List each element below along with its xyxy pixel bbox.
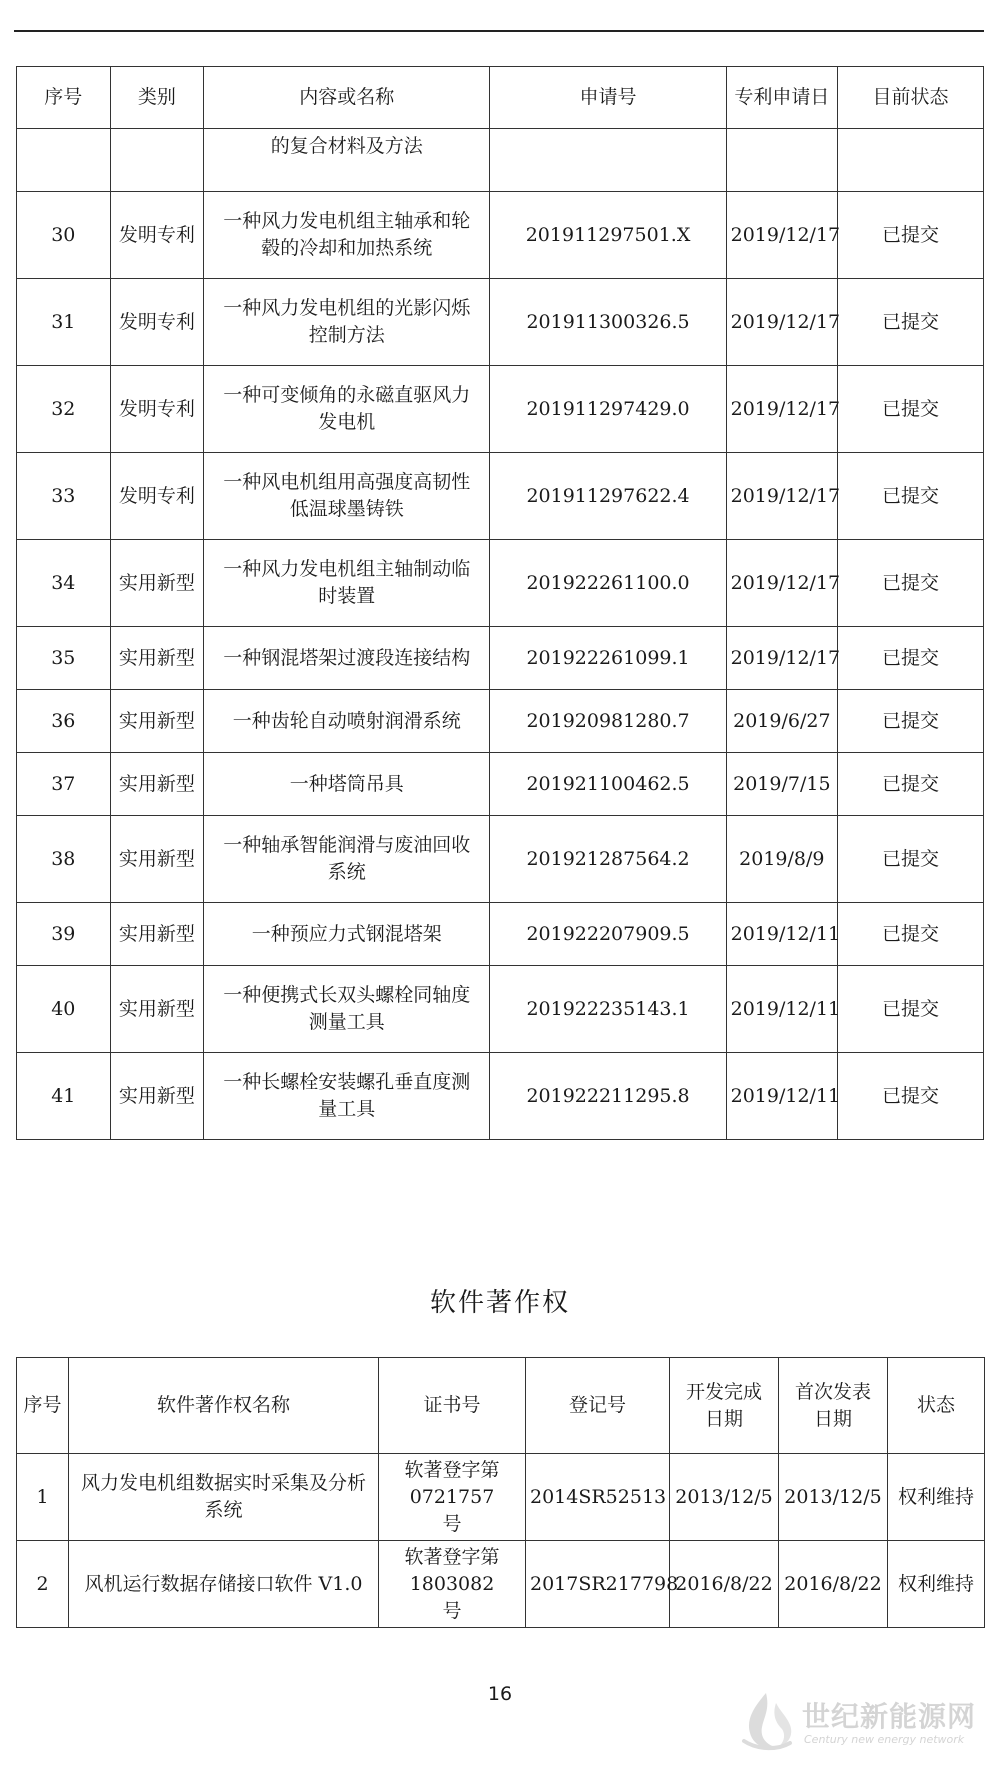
row-category: 实用新型 xyxy=(110,903,204,966)
watermark-subtext: Century new energy network xyxy=(804,1733,965,1746)
header-name: 内容或名称 xyxy=(204,67,490,129)
table-row xyxy=(17,1541,985,1628)
row-name: 一种可变倾角的永磁直驱风力发电机 xyxy=(204,366,490,453)
empty-cell xyxy=(17,129,111,192)
row-status: 已提交 xyxy=(838,690,984,753)
row-status: 已提交 xyxy=(838,753,984,816)
row-app-no: 201911297501.X xyxy=(490,192,726,279)
row-no: 37 xyxy=(17,753,111,816)
row-status: 已提交 xyxy=(838,903,984,966)
row-status: 已提交 xyxy=(838,453,984,540)
patent-table xyxy=(16,66,984,1140)
row-category: 实用新型 xyxy=(110,627,204,690)
row-date: 2019/12/17 xyxy=(726,279,837,366)
row-name: 一种风力发电机组的光影闪烁控制方法 xyxy=(204,279,490,366)
software-section-title: 软件著作权 xyxy=(429,1288,570,1318)
table-row xyxy=(17,627,984,690)
row-category: 实用新型 xyxy=(110,816,204,903)
row-date: 2019/12/17 xyxy=(726,540,837,627)
header-app-no: 申请号 xyxy=(490,67,726,129)
row-app-no: 201911300326.5 xyxy=(490,279,726,366)
watermark-text: 世纪新能源网 xyxy=(802,1700,977,1733)
row-status: 已提交 xyxy=(838,1053,984,1140)
row-date: 2019/6/27 xyxy=(726,690,837,753)
sw-row-dev-date: 2013/12/5 xyxy=(670,1454,779,1541)
row-status: 已提交 xyxy=(838,816,984,903)
sw-row-name: 风力发电机组数据实时采集及分析系统 xyxy=(69,1454,379,1541)
sw-header-cert: 证书号 xyxy=(379,1358,526,1454)
row-app-no: 201922261100.0 xyxy=(490,540,726,627)
row-no: 30 xyxy=(17,192,111,279)
empty-cell xyxy=(726,129,837,192)
empty-cell xyxy=(838,129,984,192)
row-app-no: 201922207909.5 xyxy=(490,903,726,966)
watermark xyxy=(736,1683,986,1763)
row-date: 2019/8/9 xyxy=(726,816,837,903)
sw-header-name: 软件著作权名称 xyxy=(69,1358,379,1454)
row-no: 40 xyxy=(17,966,111,1053)
table-row xyxy=(17,453,984,540)
row-category: 实用新型 xyxy=(110,690,204,753)
sw-row-status: 权利维持 xyxy=(888,1541,985,1628)
row-date: 2019/12/11 xyxy=(726,903,837,966)
sw-row-no: 2 xyxy=(17,1541,69,1628)
table-row xyxy=(17,903,984,966)
sw-header-reg: 登记号 xyxy=(526,1358,670,1454)
row-date: 2019/12/17 xyxy=(726,192,837,279)
row-no: 32 xyxy=(17,366,111,453)
row-name: 一种齿轮自动喷射润滑系统 xyxy=(204,690,490,753)
row-app-no: 201922261099.1 xyxy=(490,627,726,690)
table-row xyxy=(17,816,984,903)
row-category: 实用新型 xyxy=(110,753,204,816)
patent-header-row xyxy=(17,67,984,129)
row-status: 已提交 xyxy=(838,192,984,279)
sw-row-no: 1 xyxy=(17,1454,69,1541)
header-no: 序号 xyxy=(17,67,111,129)
continuation-row xyxy=(17,129,984,192)
row-category: 发明专利 xyxy=(110,366,204,453)
row-name: 一种轴承智能润滑与废油回收系统 xyxy=(204,816,490,903)
top-rule xyxy=(14,30,984,32)
sw-row-reg: 2017SR217798 xyxy=(526,1541,670,1628)
sw-header-no: 序号 xyxy=(17,1358,69,1454)
row-no: 39 xyxy=(17,903,111,966)
row-category: 实用新型 xyxy=(110,540,204,627)
sw-header-status: 状态 xyxy=(888,1358,985,1454)
row-name: 一种长螺栓安装螺孔垂直度测量工具 xyxy=(204,1053,490,1140)
row-app-no: 201921287564.2 xyxy=(490,816,726,903)
table-row xyxy=(17,753,984,816)
row-no: 34 xyxy=(17,540,111,627)
row-name: 一种风电机组用高强度高韧性低温球墨铸铁 xyxy=(204,453,490,540)
sw-header-pub-date: 首次发表日期 xyxy=(779,1358,888,1454)
row-no: 33 xyxy=(17,453,111,540)
row-app-no: 201922235143.1 xyxy=(490,966,726,1053)
row-name: 一种便携式长双头螺栓同轴度测量工具 xyxy=(204,966,490,1053)
row-date: 2019/12/17 xyxy=(726,453,837,540)
row-app-no: 201911297622.4 xyxy=(490,453,726,540)
row-app-no: 201911297429.0 xyxy=(490,366,726,453)
sw-row-reg: 2014SR52513 xyxy=(526,1454,670,1541)
row-status: 已提交 xyxy=(838,366,984,453)
row-status: 已提交 xyxy=(838,627,984,690)
row-no: 41 xyxy=(17,1053,111,1140)
flame-logo-icon xyxy=(736,1689,796,1755)
software-header-row xyxy=(17,1358,985,1454)
row-no: 31 xyxy=(17,279,111,366)
table-row xyxy=(17,1454,985,1541)
row-date: 2019/7/15 xyxy=(726,753,837,816)
row-app-no: 201921100462.5 xyxy=(490,753,726,816)
row-date: 2019/12/17 xyxy=(726,627,837,690)
table-row xyxy=(17,690,984,753)
row-category: 发明专利 xyxy=(110,279,204,366)
row-category: 发明专利 xyxy=(110,192,204,279)
row-date: 2019/12/17 xyxy=(726,366,837,453)
table-row xyxy=(17,966,984,1053)
table-row xyxy=(17,366,984,453)
row-name: 一种风力发电机组主轴承和轮毂的冷却和加热系统 xyxy=(204,192,490,279)
sw-row-pub-date: 2016/8/22 xyxy=(779,1541,888,1628)
continuation-text: 的复合材料及方法 xyxy=(204,129,490,192)
empty-cell xyxy=(490,129,726,192)
row-status: 已提交 xyxy=(838,966,984,1053)
row-name: 一种风力发电机组主轴制动临时装置 xyxy=(204,540,490,627)
table-row xyxy=(17,192,984,279)
row-status: 已提交 xyxy=(838,540,984,627)
sw-row-cert: 软著登字第0721757号 xyxy=(379,1454,526,1541)
sw-row-status: 权利维持 xyxy=(888,1454,985,1541)
header-date: 专利申请日 xyxy=(726,67,837,129)
table-row xyxy=(17,1053,984,1140)
software-table xyxy=(16,1357,985,1628)
row-date: 2019/12/11 xyxy=(726,966,837,1053)
row-category: 实用新型 xyxy=(110,1053,204,1140)
row-no: 36 xyxy=(17,690,111,753)
row-no: 35 xyxy=(17,627,111,690)
table-row xyxy=(17,540,984,627)
sw-header-dev-date: 开发完成日期 xyxy=(670,1358,779,1454)
sw-row-name: 风机运行数据存储接口软件 V1.0 xyxy=(69,1541,379,1628)
row-name: 一种预应力式钢混塔架 xyxy=(204,903,490,966)
table-row xyxy=(17,279,984,366)
page-number: 16 xyxy=(487,1683,513,1705)
row-name: 一种塔筒吊具 xyxy=(204,753,490,816)
sw-row-dev-date: 2016/8/22 xyxy=(670,1541,779,1628)
row-date: 2019/12/11 xyxy=(726,1053,837,1140)
row-no: 38 xyxy=(17,816,111,903)
row-app-no: 201922211295.8 xyxy=(490,1053,726,1140)
sw-row-cert: 软著登字第1803082号 xyxy=(379,1541,526,1628)
header-status: 目前状态 xyxy=(838,67,984,129)
sw-row-pub-date: 2013/12/5 xyxy=(779,1454,888,1541)
row-name: 一种钢混塔架过渡段连接结构 xyxy=(204,627,490,690)
row-category: 实用新型 xyxy=(110,966,204,1053)
row-app-no: 201920981280.7 xyxy=(490,690,726,753)
row-status: 已提交 xyxy=(838,279,984,366)
header-category: 类别 xyxy=(110,67,204,129)
row-category: 发明专利 xyxy=(110,453,204,540)
empty-cell xyxy=(110,129,204,192)
